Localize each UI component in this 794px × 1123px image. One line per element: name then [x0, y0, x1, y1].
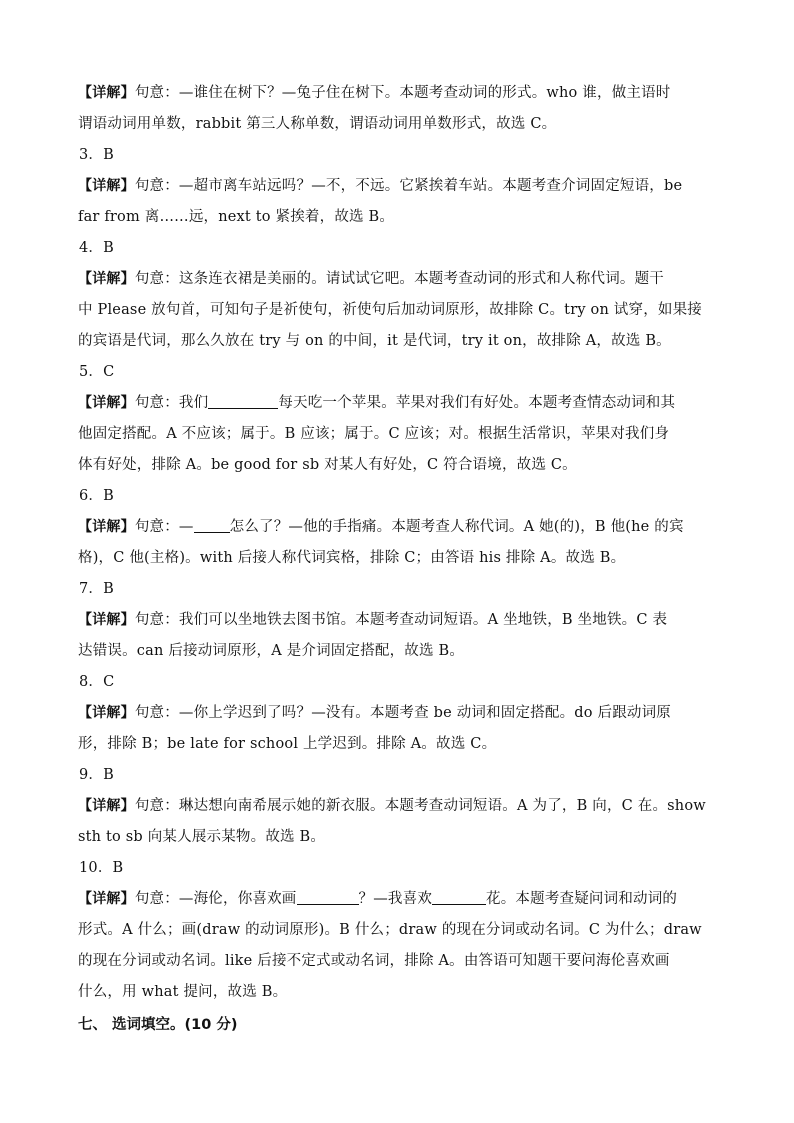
q7-text-1: 句意：我们可以坐地铁去图书馆。本题考查动词短语。A 坐地铁，B 坐地铁。C 表: [134, 612, 668, 628]
fill-blank: [208, 392, 278, 409]
q6-answer: 6．B: [79, 488, 114, 504]
q9-explanation-line-2: sth to sb 向某人展示某物。故选 B。: [78, 829, 326, 845]
q10-answer: 10．B: [79, 860, 124, 876]
fill-blank: [194, 516, 230, 533]
q10-explanation-line-1: [78, 884, 718, 915]
q9-text-1: 句意：琳达想向南希展示她的新衣服。本题考查动词短语。A 为了，B 向，C 在。show: [134, 798, 706, 814]
section-heading: 七、 选词填空。(10 分): [78, 1017, 238, 1033]
q4-explanation-line-1: [78, 264, 718, 295]
q6-explanation-line-1: [78, 512, 718, 543]
q3-text-1: 句意：—超市离车站远吗？—不，不远。它紧挨着车站。本题考查介词固定短语，be: [134, 178, 683, 194]
explanation-tag: 【详解】: [78, 798, 135, 814]
q2-text-1: 句意：—谁住在树下？—兔子住在树下。本题考查动词的形式。who 谁，做主语时: [134, 85, 671, 101]
q6-explanation-line-2: 格)，C 他(主格)。with 后接人称代词宾格，排除 C；由答语 his 排除 A。故选 B。: [78, 550, 626, 566]
q4-explanation-line-3: 的宾语是代词，那么久放在 try 与 on 的中间，it 是代词，try it on，故排除 A，故选 B。: [78, 333, 671, 349]
q5-explanation-line-2: 他固定搭配。A 不应该；属于。B 应该；属于。C 应该；对。根据生活常识，苹果对我们身: [78, 426, 670, 442]
explanation-tag: 【详解】: [78, 891, 135, 907]
q4-explanation-line-2: 中 Please 放句首，可知句子是祈使句，祈使句后加动词原形，故排除 C。try on 试穿，如果接: [78, 302, 702, 318]
explanation-tag: 【详解】: [78, 271, 135, 287]
q3-explanation-line-1: [78, 171, 718, 202]
fill-blank: [297, 888, 359, 905]
q10-text-1a: 句意：—海伦，你喜欢画: [134, 891, 297, 907]
q9-explanation-line-1: [78, 791, 718, 822]
q6-text-1a: 句意：—: [134, 519, 194, 535]
q3-explanation-line-2: far from 离……远，next to 紧挨着，故选 B。: [78, 209, 395, 225]
q5-text-1a: 句意：我们: [134, 395, 209, 411]
q5-explanation-line-3: 体有好处，排除 A。be good for sb 对某人有好处，C 符合语境，故选 C。: [78, 457, 577, 473]
q8-explanation-line-1: [78, 698, 718, 729]
q5-answer: 5．C: [79, 364, 115, 380]
q8-explanation-line-2: 形，排除 B；be late for school 上学迟到。排除 A。故选 C。: [78, 736, 497, 752]
q7-explanation-line-2: 达错误。can 后接动词原形，A 是介词固定搭配，故选 B。: [78, 643, 465, 659]
explanation-tag: 【详解】: [78, 395, 135, 411]
q7-explanation-line-1: [78, 605, 718, 636]
q4-answer: 4．B: [79, 240, 114, 256]
explanation-tag: 【详解】: [78, 519, 135, 535]
q2-explanation-line-1: [78, 78, 718, 109]
explanation-tag: 【详解】: [78, 705, 135, 721]
q5-explanation-line-1: [78, 388, 718, 419]
q10-explanation-line-2: 形式。A 什么；画(draw 的动词原形)。B 什么；draw 的现在分词或动名词。C 为什么；draw: [78, 922, 702, 938]
q5-text-1b: 每天吃一个苹果。苹果对我们有好处。本题考查情态动词和其: [278, 395, 676, 411]
q4-text-1: 句意：这条连衣裙是美丽的。请试试它吧。本题考查动词的形式和人称代词。题干: [134, 271, 665, 287]
q9-answer: 9．B: [79, 767, 114, 783]
q10-text-1c: 花。本题考查疑问词和动词的: [486, 891, 678, 907]
q8-text-1: 句意：—你上学迟到了吗？—没有。本题考查 be 动词和固定搭配。do 后跟动词原: [134, 705, 672, 721]
q7-answer: 7．B: [79, 581, 114, 597]
q10-explanation-line-3: 的现在分词或动名词。like 后接不定式或动名词，排除 A。由答语可知题干要问海伦喜欢画: [78, 953, 670, 969]
explanation-tag: 【详解】: [78, 85, 135, 101]
q8-answer: 8．C: [79, 674, 115, 690]
q6-text-1b: 怎么了？—他的手指痛。本题考查人称代词。A 她(的)，B 他(he 的宾: [229, 519, 684, 535]
q10-text-1b: ？—我喜欢: [358, 891, 433, 907]
explanation-tag: 【详解】: [78, 612, 135, 628]
q10-explanation-line-4: 什么，用 what 提问，故选 B。: [78, 984, 288, 1000]
q3-answer: 3．B: [79, 147, 114, 163]
explanation-tag: 【详解】: [78, 178, 135, 194]
document-page: [78, 78, 718, 1041]
fill-blank: [432, 888, 486, 905]
q2-explanation-line-2: 谓语动词用单数，rabbit 第三人称单数，谓语动词用单数形式，故选 C。: [78, 116, 557, 132]
